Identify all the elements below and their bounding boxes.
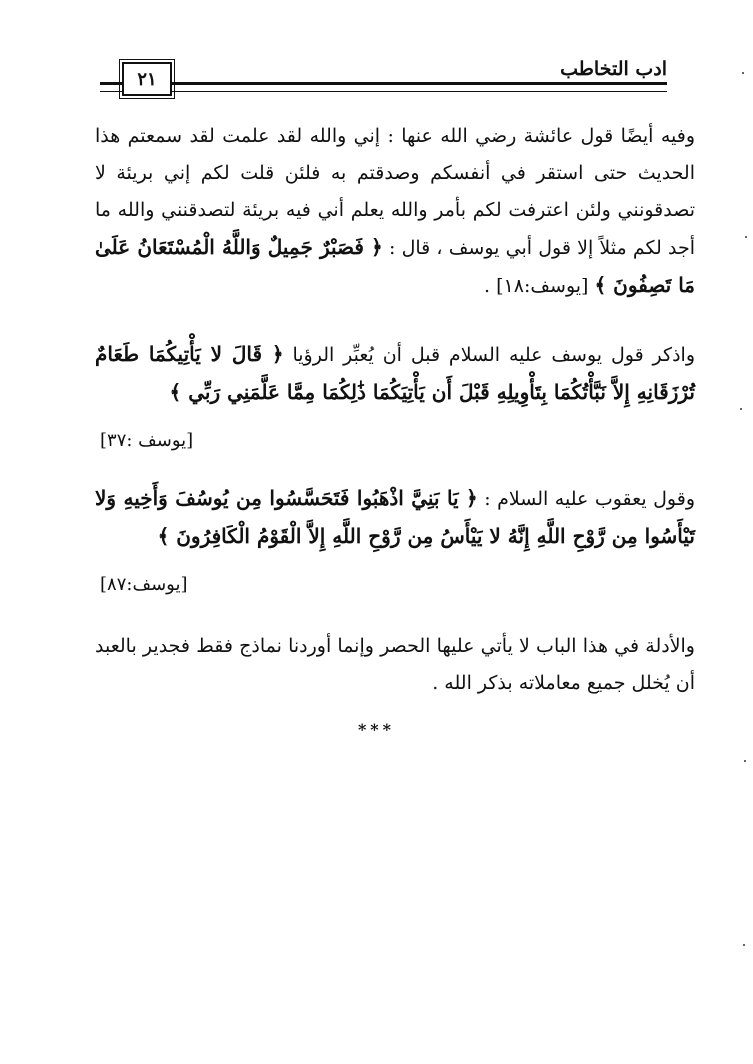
verse-reference: [يوسف:١٨] .: [484, 275, 595, 297]
paragraph-yaqub: [95, 480, 695, 556]
quran-quote: ﴿ يَا بَنِيَّ اذْهَبُوا فَتَحَسَّسُوا مِن يُوسُفَ وَأَخِيهِ وَلا تَيْأَسُوا مِن رَّوْحِ اللَّهِ إِنَّهُ لا يَيْأَسُ مِن رَّوْحِ اللَّهِ إِلاَّ الْقَوْمُ الْكَافِرُونَ ﴾: [95, 486, 695, 548]
quran-quote: ﴿ فَصَبْرٌ جَمِيلٌ وَاللَّهُ الْمُسْتَعَانُ عَلَىٰ مَا تَصِفُونَ ﴾: [95, 235, 695, 297]
verse-reference: [يوسف :٣٧]: [100, 430, 194, 451]
section-separator: ***: [357, 720, 396, 739]
scan-speck: [743, 944, 745, 946]
paragraph-text: وقول يعقوب عليه السلام :: [477, 488, 695, 510]
paragraph-yusuf: [95, 336, 695, 412]
paragraph-text: وفيه أيضًا قول عائشة رضي الله عنها : إني والله لقد علمت لقد سمعتم هذا الحديث حتى استقر في أنفسكم وصدقتم به فلئن قلت لكم إني بريئة لا تصدقونني ولئن اعترفت لكم بأمر والله يعلم أني فيه بريئة لتصدقنني والله ما أجد لكم مثلاً إلا قول أبي يوسف ، قال :: [95, 125, 695, 259]
page-header: [100, 52, 667, 92]
header-rule: [170, 82, 667, 92]
paragraph-aisha: [95, 118, 695, 305]
scan-speck: [740, 408, 742, 410]
header-rule-left: [100, 82, 122, 92]
verse-reference: [يوسف:٨٧]: [100, 574, 188, 595]
page-number: ٢١: [122, 62, 172, 96]
scan-speck: [744, 760, 746, 762]
header-title: ادب التخاطب: [560, 58, 667, 80]
quran-quote: ﴿ قَالَ لا يَأْتِيكُمَا طَعَامٌ تُرْزَقَانِهِ إِلاَّ نَبَّأْتُكُمَا بِتَأْوِيلِهِ قَبْلَ أَن يَأْتِيَكُمَا ذَٰلِكُمَا مِمَّا عَلَّمَنِي رَبِّي ﴾: [95, 342, 695, 404]
scan-speck: [745, 236, 747, 238]
paragraph-conclusion: [95, 628, 695, 702]
scan-speck: [742, 72, 744, 74]
paragraph-text: واذكر قول يوسف عليه السلام قبل أن يُعبِّر الرؤيا: [283, 344, 695, 366]
paragraph-text: والأدلة في هذا الباب لا يأتي عليها الحصر وإنما أوردنا نماذج فقط فجدير بالعبد أن يُخلل جميع معاملاته بذكر الله .: [95, 635, 695, 694]
